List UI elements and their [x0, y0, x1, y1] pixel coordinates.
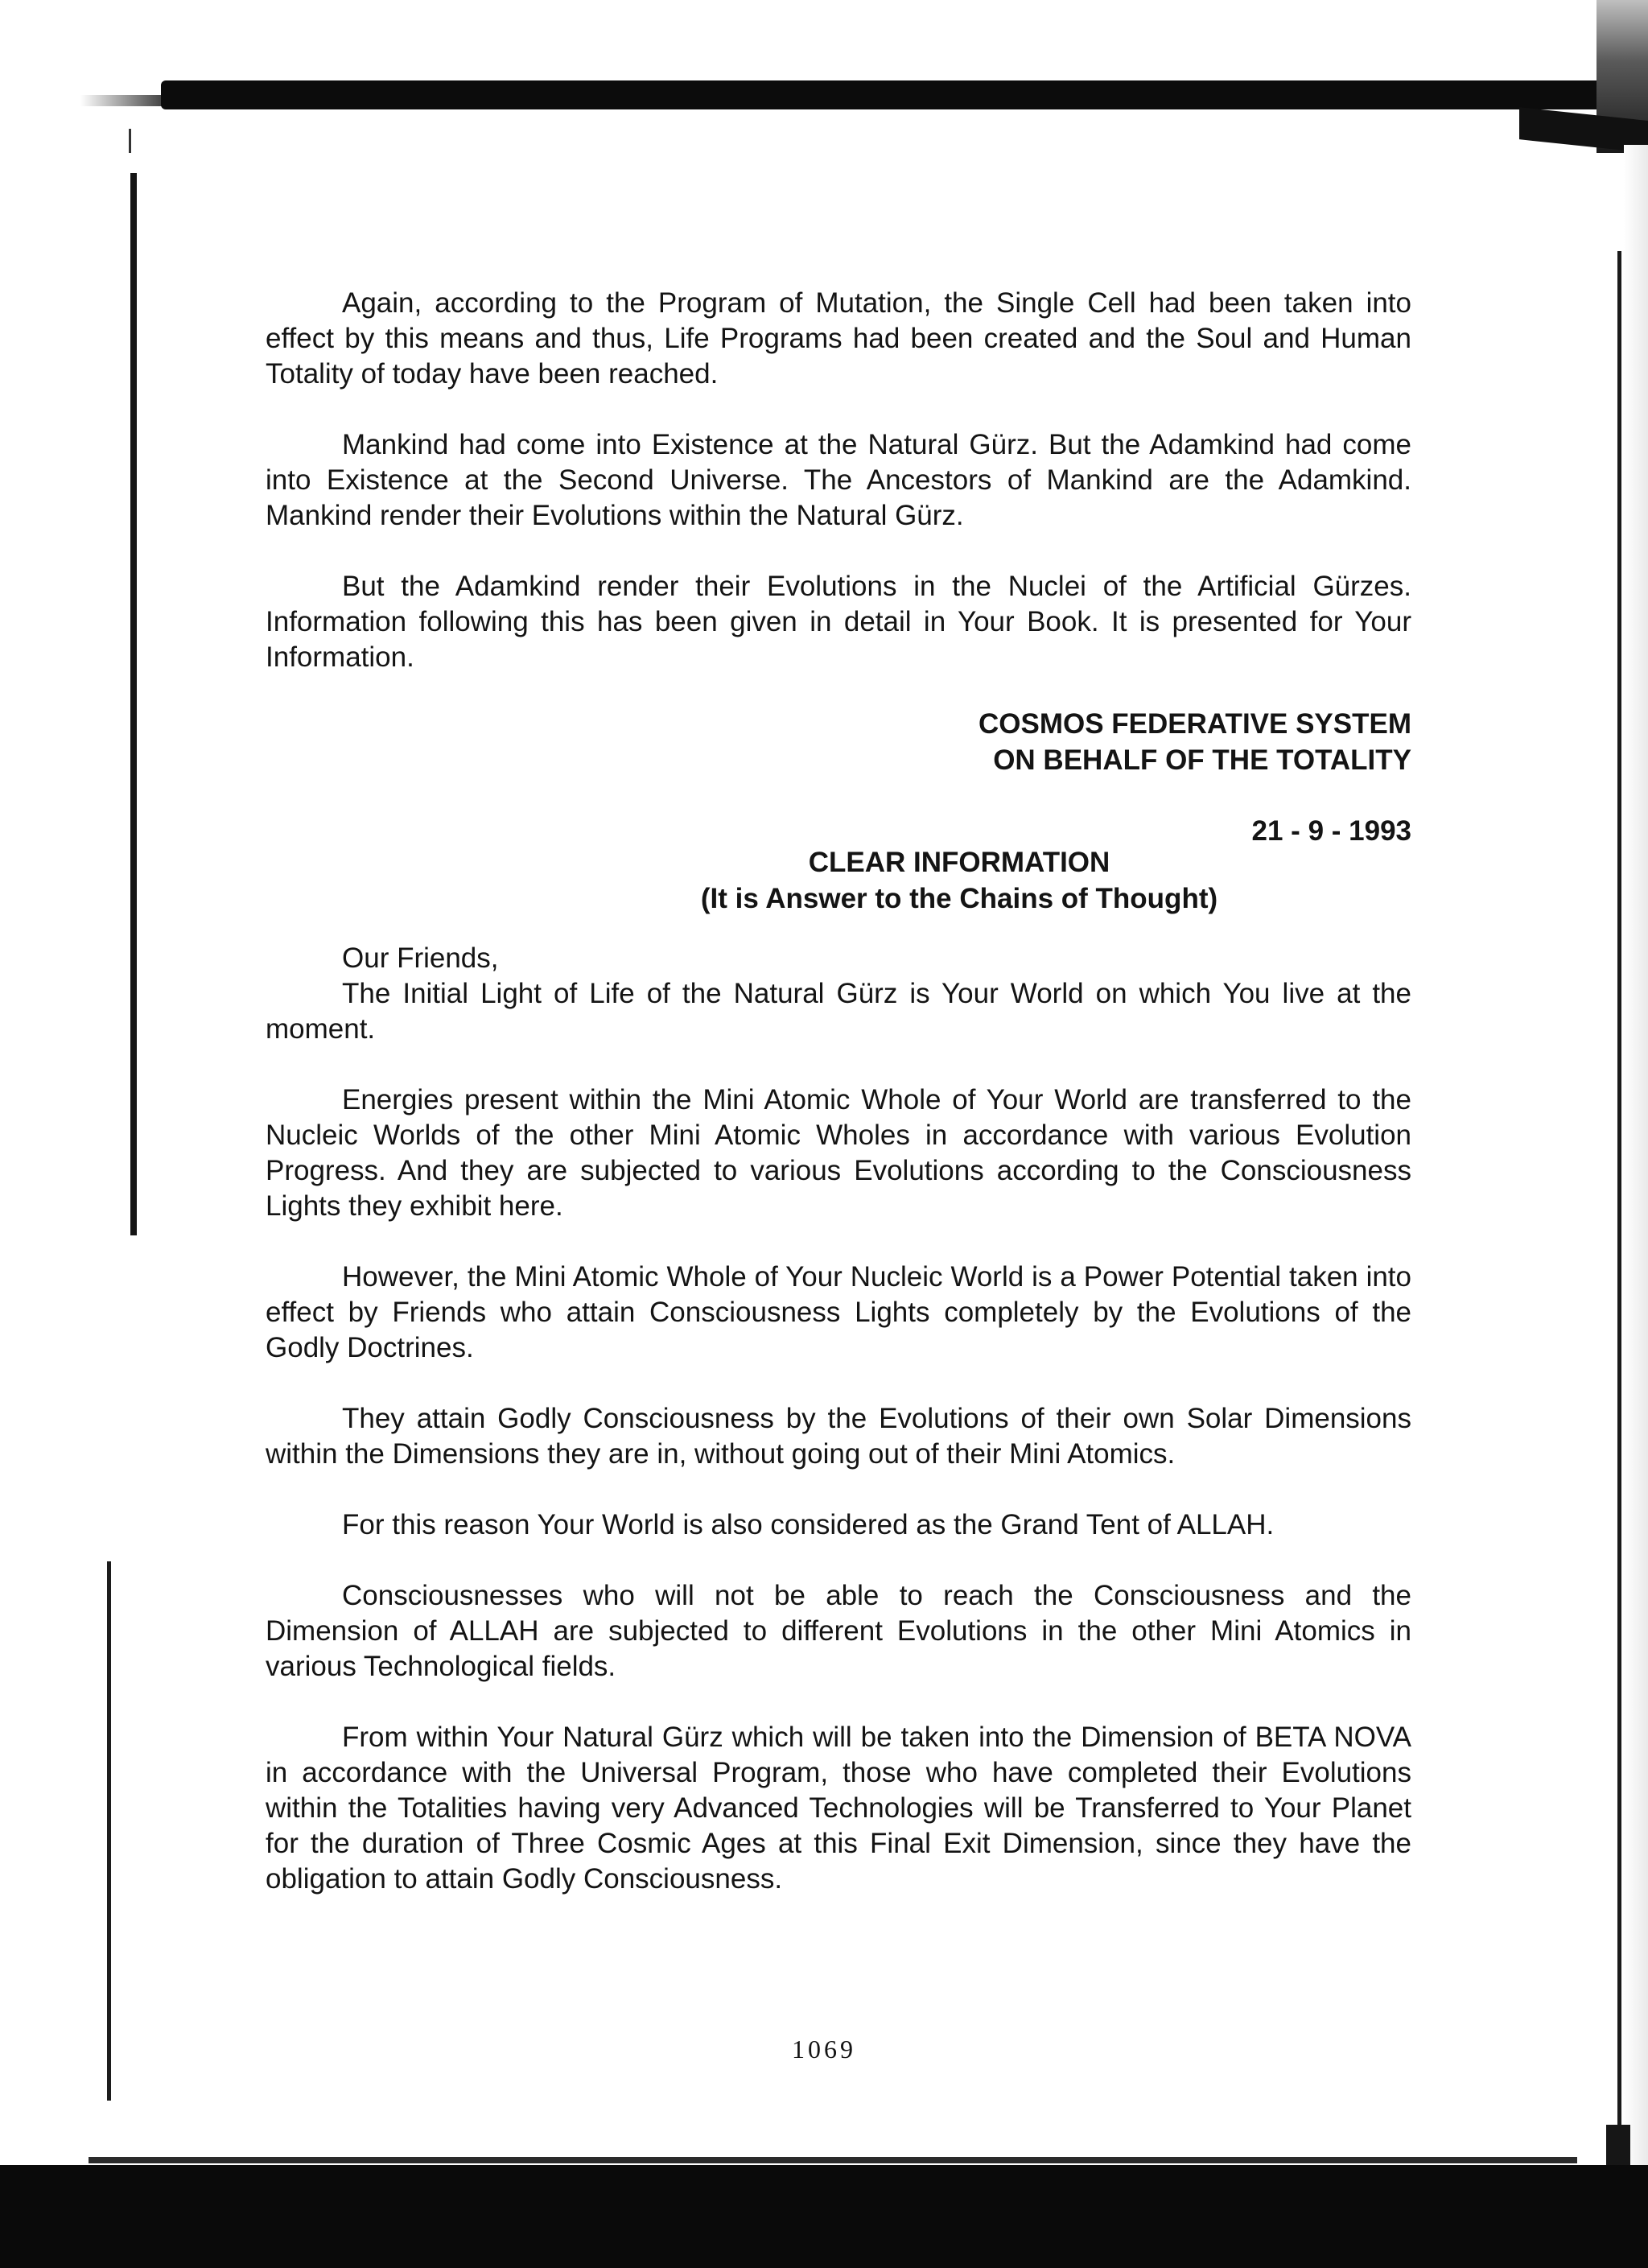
scan-bottom-border: [0, 2165, 1648, 2268]
page-body: [266, 286, 1411, 1932]
greeting: Our Friends,: [342, 942, 499, 974]
scan-left-mark: [129, 129, 131, 153]
page-number: 1069: [792, 2035, 856, 2064]
scan-right-shadow: [1624, 145, 1648, 2205]
paragraph: Mankind had come into Existence at the Natural Gürz. But the Adamkind had come into Existence at the Second Universe. The Ancestors of Mankind are the Adamkind. Mankind render their Evolutions within the Natural Gürz.: [266, 429, 1411, 531]
scan-left-border-lower: [107, 1561, 111, 2101]
scan-left-border: [130, 173, 137, 1235]
paragraph: However, the Mini Atomic Whole of Your Nucleic World is a Power Potential taken into effect by Friends who attain Consciousness Lights completely by the Evolutions of the Godly Doctrines.: [266, 1261, 1411, 1363]
scan-bottom-line: [89, 2157, 1577, 2163]
paragraph: Again, according to the Program of Mutation, the Single Cell had been taken into effect by this means and thus, Life Programs had been created and the Soul and Human Totality of today have been reached.: [266, 287, 1411, 390]
message-date: 21 - 9 - 1993: [1251, 815, 1411, 847]
section-title: CLEAR INFORMATION: [808, 847, 1110, 878]
paragraph: Consciousnesses who will not be able to reach the Consciousness and the Dimension of ALLAH are subjected to different Evolutions in the other Mini Atomics in various Technological fields.: [266, 1580, 1411, 1682]
paragraph: But the Adamkind render their Evolutions in the Nuclei of the Artificial Gürzes. Information following this has been given in detail in Your Book. It is presented for Your Information.: [266, 571, 1411, 673]
section-subtitle: (It is Answer to the Chains of Thought): [700, 883, 1218, 914]
signature-line: ON BEHALF OF THE TOTALITY: [993, 744, 1411, 776]
paragraph: Energies present within the Mini Atomic Whole of Your World are transferred to the Nucleic Worlds of the other Mini Atomic Wholes in accordance with various Evolution Progress. And they are subjected to various Evolutions according to the Consciousness Lights they exhibit here.: [266, 1084, 1411, 1222]
scan-right-border: [1617, 251, 1621, 2167]
paragraph: The Initial Light of Life of the Natural Gürz is Your World on which You live at the moment.: [266, 978, 1411, 1045]
paragraph: From within Your Natural Gürz which will be taken into the Dimension of BETA NOVA in accordance with the Universal Program, those who have completed their Evolutions within the Totalities having very Advanced Technologies will be Transferred to Your Planet for the duration of Three Cosmic Ages at this Final Exit Dimension, since they have the obligation to attain Godly Consciousness.: [266, 1722, 1411, 1895]
paragraph: They attain Godly Consciousness by the Evolutions of their own Solar Dimensions within the Dimensions they are in, without going out of their Mini Atomics.: [266, 1403, 1411, 1470]
paragraph: For this reason Your World is also considered as the Grand Tent of ALLAH.: [342, 1509, 1275, 1540]
signature-line: COSMOS FEDERATIVE SYSTEM: [978, 708, 1411, 740]
signature-block: [266, 706, 1411, 778]
scan-top-border: [161, 80, 1609, 109]
